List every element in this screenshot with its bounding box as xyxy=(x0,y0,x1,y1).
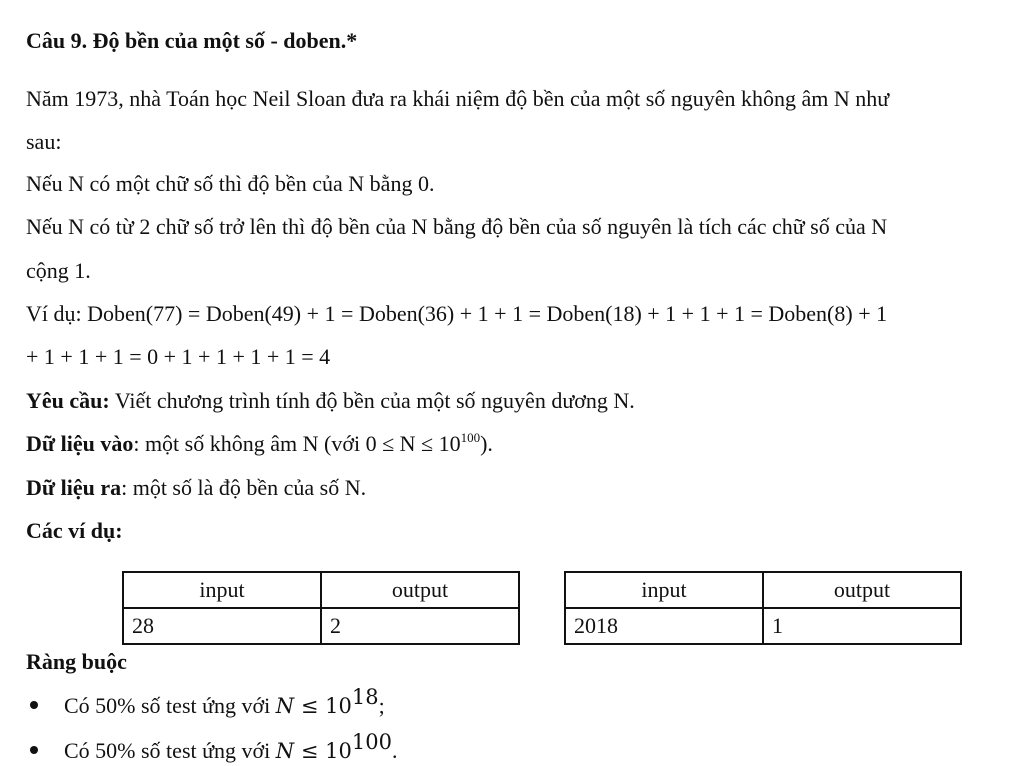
intro-line-1: Năm 1973, nhà Toán học Neil Sloan đưa ra khái niệm độ bền của một số nguyên không âm N như xyxy=(26,86,890,111)
examples-heading: Các ví dụ: xyxy=(26,518,123,543)
table1-input-value: 28 xyxy=(123,608,321,644)
requirement xyxy=(26,390,635,412)
table1-output-value: 2 xyxy=(321,608,519,644)
table2-header-input: input xyxy=(565,572,763,608)
input-spec-text: : một số không âm N (với 0 ≤ N ≤ 10 xyxy=(133,431,461,456)
intro-line-2: sau: xyxy=(26,129,62,154)
constraint-1-exp: 18 xyxy=(351,685,379,709)
constraint-1-text: Có 50% số test ứng với xyxy=(64,693,276,718)
example-table-2 xyxy=(564,571,962,645)
output-spec xyxy=(26,477,366,499)
table2-output-value: 1 xyxy=(763,608,961,644)
constraint-2-exp: 100 xyxy=(351,730,392,754)
problem-title: Câu 9. Độ bền của một số - doben.* xyxy=(26,28,358,53)
example-table-1 xyxy=(122,571,520,645)
input-spec-label: Dữ liệu vào xyxy=(26,431,134,456)
requirement-label: Yêu cầu: xyxy=(26,388,110,413)
constraint-1-var: N xyxy=(275,694,295,718)
rule-multi-digit-line-2: cộng 1. xyxy=(26,258,91,283)
output-spec-label: Dữ liệu ra xyxy=(26,475,122,500)
input-spec xyxy=(26,430,493,456)
constraint-2-var: N xyxy=(275,739,295,763)
constraint-item-2 xyxy=(26,730,398,763)
example-line-1: Ví dụ: Doben(77) = Doben(49) + 1 = Doben(36) + 1 + 1 = Doben(18) + 1 + 1 + 1 = Doben(8) + 1 xyxy=(26,301,888,326)
input-spec-exponent: 100 xyxy=(460,430,481,445)
constraint-1-rel: ≤ 10 xyxy=(294,694,352,718)
constraint-2-rel: ≤ 10 xyxy=(294,739,352,763)
table2-header-output: output xyxy=(763,572,961,608)
rule-single-digit: Nếu N có một chữ số thì độ bền của N bằng 0. xyxy=(26,171,435,196)
requirement-text: Viết chương trình tính độ bền của một số nguyên dương N. xyxy=(109,388,635,413)
output-spec-text: : một số là độ bền của số N. xyxy=(121,475,367,500)
constraint-2-suffix: . xyxy=(391,738,398,763)
table1-header-input: input xyxy=(123,572,321,608)
constraint-1-suffix: ; xyxy=(378,693,385,718)
constraints-heading: Ràng buộc xyxy=(26,649,127,674)
example-line-2: + 1 + 1 + 1 = 0 + 1 + 1 + 1 + 1 = 4 xyxy=(26,344,331,369)
input-spec-end: ). xyxy=(480,431,493,456)
bullet-icon xyxy=(30,746,38,754)
rule-multi-digit-line-1: Nếu N có từ 2 chữ số trở lên thì độ bền của N bằng độ bền của số nguyên là tích các chữ số của N xyxy=(26,214,888,239)
bullet-icon xyxy=(30,701,38,709)
constraint-item-1 xyxy=(26,685,385,718)
table2-input-value: 2018 xyxy=(565,608,763,644)
constraint-2-text: Có 50% số test ứng với xyxy=(64,738,276,763)
table1-header-output: output xyxy=(321,572,519,608)
